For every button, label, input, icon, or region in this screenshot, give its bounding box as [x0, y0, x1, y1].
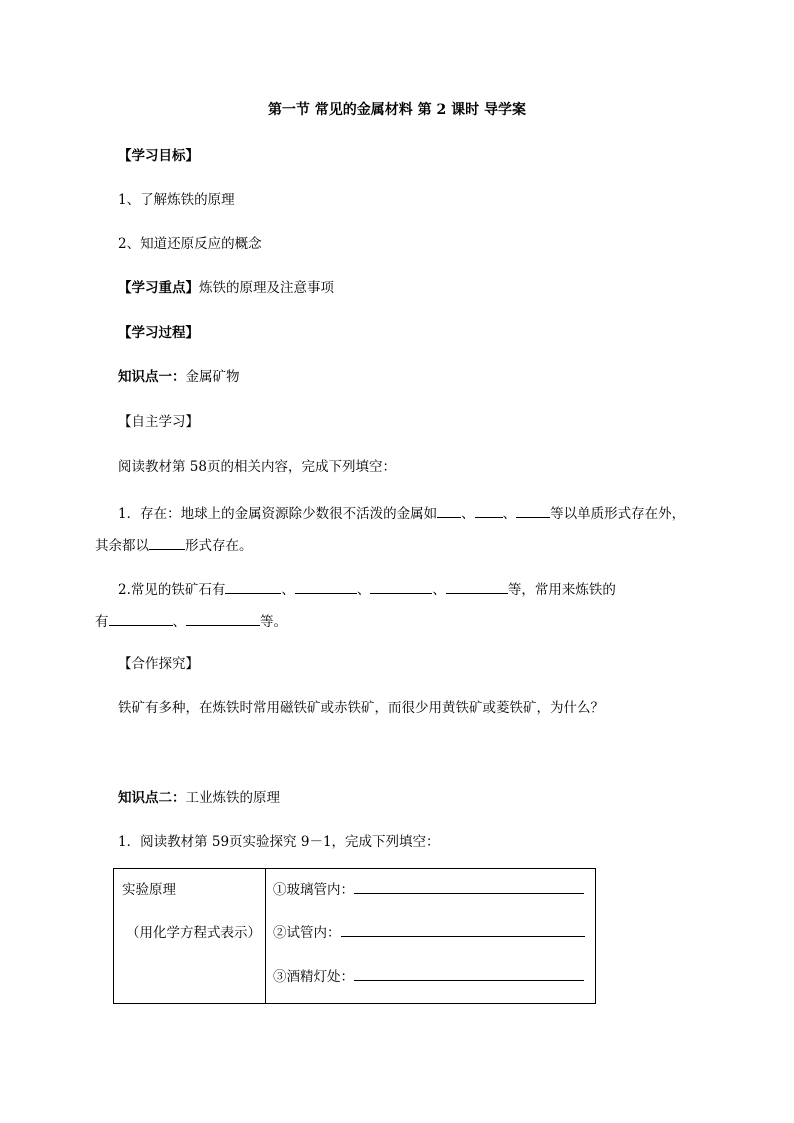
principle-cell: [114, 869, 266, 1004]
kp1-label: 知识点一：: [118, 369, 186, 385]
q1-separator-2: 、: [502, 506, 517, 522]
q2-blank-2[interactable]: [295, 579, 357, 594]
read-instruction: 阅读教材第 58页的相关内容，完成下列填空：: [118, 459, 396, 475]
key-point-heading: 【学习重点】: [118, 280, 199, 296]
goal-item-1: 1、了解炼铁的原理: [118, 192, 235, 208]
goal-item-2: 2、知道还原反应的概念: [118, 236, 262, 252]
coop-heading: 【合作探究】: [118, 656, 199, 672]
page-title: 第一节 常见的金属材料 第 2 课时 导学案: [267, 102, 527, 118]
knowledge-point-1: [118, 368, 240, 386]
equation-blank-2[interactable]: [341, 922, 585, 937]
knowledge-point-2: [118, 789, 280, 807]
q1-blank-3[interactable]: [516, 503, 550, 518]
q2-separator-3: 、: [432, 582, 446, 598]
q2-blank-4[interactable]: [446, 579, 508, 594]
q2-separator-4: 、: [172, 614, 186, 630]
equations-cell: [266, 869, 596, 1004]
q2-text-part-4: 等。: [260, 614, 287, 630]
kp2-text: 工业炼铁的原理: [185, 790, 280, 806]
q2-separator-1: 、: [281, 582, 295, 598]
q2-blank-1[interactable]: [225, 579, 281, 594]
equation-blank-1[interactable]: [354, 879, 584, 894]
equation-label-2: ②试管内：: [273, 925, 341, 941]
q1-blank-1[interactable]: [437, 503, 461, 518]
question-2-line-1: [118, 579, 616, 599]
equation-blank-3[interactable]: [354, 966, 584, 981]
equation-row-3: [273, 965, 584, 985]
q2-blank-6[interactable]: [186, 611, 260, 626]
q1-text-part-2: 等以单质形式存在外，: [550, 506, 686, 522]
principle-note: （用化学方程式表示）: [126, 925, 261, 941]
read-instruction-2: 1．阅读教材第 59页实验探究 9－1，完成下列填空：: [118, 834, 440, 850]
q1-blank-4[interactable]: [149, 535, 185, 550]
q2-text-part-2: 等，常用来炼铁的: [507, 582, 616, 598]
q2-text-part-1: 2.常见的铁矿石有: [118, 582, 226, 598]
q2-text-part-3: 有: [95, 614, 109, 630]
q1-blank-2[interactable]: [475, 503, 503, 518]
question-1-line-2: [95, 535, 253, 555]
key-point-text: 炼铁的原理及注意事项: [199, 280, 334, 296]
coop-question: 铁矿有多种，在炼铁时常用磁铁矿或赤铁矿，而很少用黄铁矿或菱铁矿，为什么？: [118, 700, 604, 716]
process-heading: 【学习过程】: [118, 325, 199, 341]
question-2-line-2: [95, 611, 287, 631]
q2-separator-2: 、: [356, 582, 371, 598]
equation-row-2: [273, 921, 585, 941]
q2-blank-5[interactable]: [109, 611, 173, 626]
equation-row-1: [273, 878, 584, 898]
equation-label-3: ③酒精灯处：: [273, 969, 354, 985]
q1-text-part-1: 1．存在：地球上的金属资源除少数很不活泼的金属如: [118, 506, 438, 522]
key-point: [118, 279, 334, 297]
kp2-label: 知识点二：: [118, 790, 186, 806]
principle-label: 实验原理: [122, 882, 176, 898]
q1-text-part-4: 形式存在。: [185, 538, 253, 554]
q1-separator-1: 、: [461, 506, 475, 522]
equation-label-1: ①玻璃管内：: [273, 882, 354, 898]
question-1-line-1: [118, 503, 685, 523]
kp1-text: 金属矿物: [185, 369, 240, 385]
goals-heading: 【学习目标】: [118, 148, 199, 164]
experiment-table: [113, 868, 596, 1004]
self-study-heading: 【自主学习】: [118, 414, 199, 430]
q1-text-part-3: 其余都以: [95, 538, 149, 554]
q2-blank-3[interactable]: [370, 579, 432, 594]
